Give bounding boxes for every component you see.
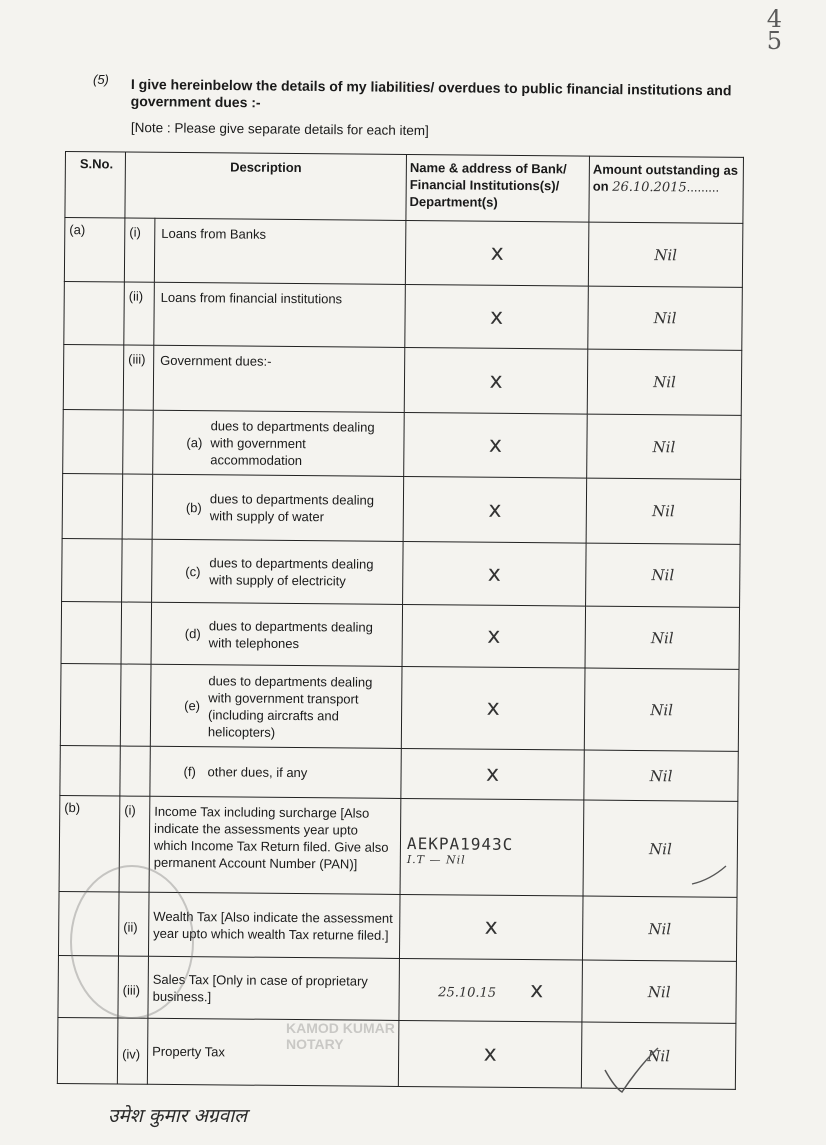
row-sno bbox=[64, 281, 125, 345]
cross-mark: x bbox=[488, 432, 503, 458]
initials-date: 25.10.15 bbox=[438, 985, 497, 1001]
row-amount: Nil bbox=[586, 543, 741, 607]
row-sub-label: (e) bbox=[184, 698, 201, 714]
row-bank bbox=[398, 1020, 582, 1088]
row-roman bbox=[121, 602, 152, 664]
row-description-text: dues to departments dealing with telephones bbox=[208, 617, 373, 651]
cross-mark: x bbox=[487, 561, 501, 587]
row-sno: (b) bbox=[59, 795, 120, 892]
row-sub-label: (b) bbox=[185, 499, 202, 515]
row-roman bbox=[122, 539, 153, 602]
income-tax-note: I.T — Nil bbox=[406, 852, 466, 867]
page-number-mark: 4 5 bbox=[766, 5, 782, 55]
table-row bbox=[62, 473, 741, 544]
row-bank bbox=[402, 604, 586, 668]
row-amount: Nil bbox=[588, 222, 743, 287]
row-description-text: dues to departments dealing with supply of electricity bbox=[209, 555, 374, 589]
row-sub-label: (a) bbox=[186, 435, 203, 451]
row-bank bbox=[405, 284, 589, 349]
row-description bbox=[153, 345, 405, 412]
table-row bbox=[60, 663, 739, 751]
row-bank bbox=[400, 798, 584, 896]
cross-mark: x bbox=[487, 623, 501, 649]
row-description-text: Sales Tax [Only in case of proprietary business.] bbox=[152, 971, 368, 1004]
row-sub-label: (c) bbox=[185, 563, 201, 579]
row-description bbox=[153, 410, 405, 476]
row-sno bbox=[63, 344, 124, 410]
row-description bbox=[154, 218, 406, 284]
cross-mark: x bbox=[490, 240, 504, 266]
row-bank bbox=[401, 748, 584, 800]
row-sno bbox=[62, 538, 123, 602]
cross-mark: x bbox=[488, 497, 502, 523]
row-description-text: Loans from Banks bbox=[161, 225, 267, 242]
header-amount bbox=[589, 156, 744, 223]
table-header-row bbox=[65, 152, 744, 224]
row-roman bbox=[120, 746, 150, 796]
cross-mark: x bbox=[484, 914, 498, 940]
row-description-text: Wealth Tax [Also indicate the assessment year upto which wealth Tax returne filed.] bbox=[153, 908, 393, 943]
row-description-text: Loans from financial institutions bbox=[160, 289, 343, 307]
row-sno bbox=[60, 745, 120, 796]
header-amount-label: Amount outstanding as on bbox=[592, 161, 739, 194]
table-row bbox=[63, 344, 742, 415]
cross-mark: x bbox=[483, 1041, 497, 1067]
table-row bbox=[63, 409, 742, 479]
row-roman bbox=[123, 410, 154, 474]
row-amount: Nil bbox=[588, 286, 743, 350]
tick-mark-icon bbox=[600, 1030, 660, 1100]
row-sub-label: (f) bbox=[183, 764, 196, 780]
row-description-text: dues to departments dealing with government transport (including aircrafts and helicopters) bbox=[207, 672, 373, 740]
row-sno bbox=[57, 1017, 118, 1084]
header-bank: Name & address of Bank/ Financial Institutions(s)/ Department(s) bbox=[406, 154, 590, 222]
row-sno bbox=[61, 601, 122, 664]
table-row bbox=[60, 745, 738, 801]
cross-mark: x bbox=[489, 304, 504, 330]
row-sno: (a) bbox=[64, 218, 125, 283]
cross-mark: x bbox=[485, 761, 500, 787]
row-roman bbox=[120, 664, 151, 746]
cross-mark: x bbox=[486, 695, 500, 721]
tick-mark-icon bbox=[690, 860, 730, 890]
row-bank bbox=[404, 347, 588, 414]
row-roman: (iii) bbox=[118, 956, 149, 1018]
cross-mark: x bbox=[489, 368, 503, 394]
header-amount-dots: ......... bbox=[686, 179, 720, 195]
row-description bbox=[150, 664, 402, 748]
notary-stamp-text: KAMOD KUMAR NOTARY bbox=[286, 1020, 395, 1052]
row-description-text: Government dues:- bbox=[160, 352, 272, 369]
row-amount: Nil bbox=[583, 800, 738, 897]
row-description bbox=[151, 602, 403, 666]
header-description: Description bbox=[125, 152, 407, 220]
row-description-text: dues to departments dealing with supply of water bbox=[209, 491, 375, 525]
notary-stamp-seal bbox=[70, 865, 194, 1019]
row-description bbox=[150, 746, 401, 798]
row-roman: (iv) bbox=[117, 1018, 148, 1084]
row-amount: Nil bbox=[584, 750, 738, 801]
row-amount: Nil bbox=[584, 668, 739, 751]
row-description-text: other dues, if any bbox=[207, 764, 308, 781]
row-roman: (ii) bbox=[118, 892, 149, 956]
row-bank bbox=[399, 894, 583, 960]
row-description-text: Income Tax including surcharge [Also indicate the assessments year upto which Income Tax Return filed. Give also permanent Account Number (PAN)] bbox=[153, 803, 389, 872]
row-bank bbox=[399, 958, 583, 1022]
section-number: (5) bbox=[93, 72, 109, 87]
row-description bbox=[149, 796, 401, 894]
row-sno bbox=[62, 473, 123, 539]
row-description bbox=[154, 282, 406, 347]
row-sno bbox=[63, 409, 124, 474]
row-roman: (iii) bbox=[123, 345, 154, 410]
row-description-text: dues to departments dealing with government accommodation bbox=[210, 418, 375, 469]
row-amount: Nil bbox=[587, 414, 742, 479]
row-bank bbox=[403, 541, 587, 606]
section-heading: I give hereinbelow the details of my liabilities/ overdues to public financial institutions and government dues :- bbox=[130, 76, 732, 111]
row-amount: Nil bbox=[581, 1022, 736, 1089]
header-amount-date: 26.10.2015 bbox=[612, 179, 687, 196]
row-bank bbox=[401, 666, 585, 750]
row-description bbox=[152, 474, 404, 541]
cross-mark: x bbox=[530, 978, 544, 1004]
table-row bbox=[62, 538, 741, 607]
row-roman: (ii) bbox=[124, 282, 155, 345]
table-row bbox=[61, 601, 740, 669]
row-sno bbox=[60, 663, 121, 746]
row-bank bbox=[405, 220, 589, 286]
row-bank bbox=[404, 412, 588, 478]
row-amount: Nil bbox=[585, 606, 740, 669]
row-bank bbox=[403, 476, 587, 543]
pan-number: AEKPA1943C bbox=[406, 833, 514, 854]
row-amount: Nil bbox=[586, 478, 741, 544]
row-amount: Nil bbox=[582, 896, 737, 961]
row-description bbox=[152, 539, 404, 604]
row-roman: (i) bbox=[124, 218, 155, 282]
row-roman bbox=[122, 474, 153, 539]
table-row bbox=[64, 281, 743, 350]
section-note: [Note : Please give separate details for each item] bbox=[130, 120, 429, 139]
row-description-text: Property Tax bbox=[152, 1043, 225, 1060]
table-row bbox=[64, 218, 743, 288]
signature: उमेश कुमार अग्रवाल bbox=[108, 1105, 248, 1127]
row-amount: Nil bbox=[582, 960, 737, 1023]
row-roman: (i) bbox=[119, 796, 150, 892]
header-sno: S.No. bbox=[65, 152, 126, 219]
row-sub-label: (d) bbox=[184, 626, 201, 642]
row-amount: Nil bbox=[587, 349, 742, 415]
